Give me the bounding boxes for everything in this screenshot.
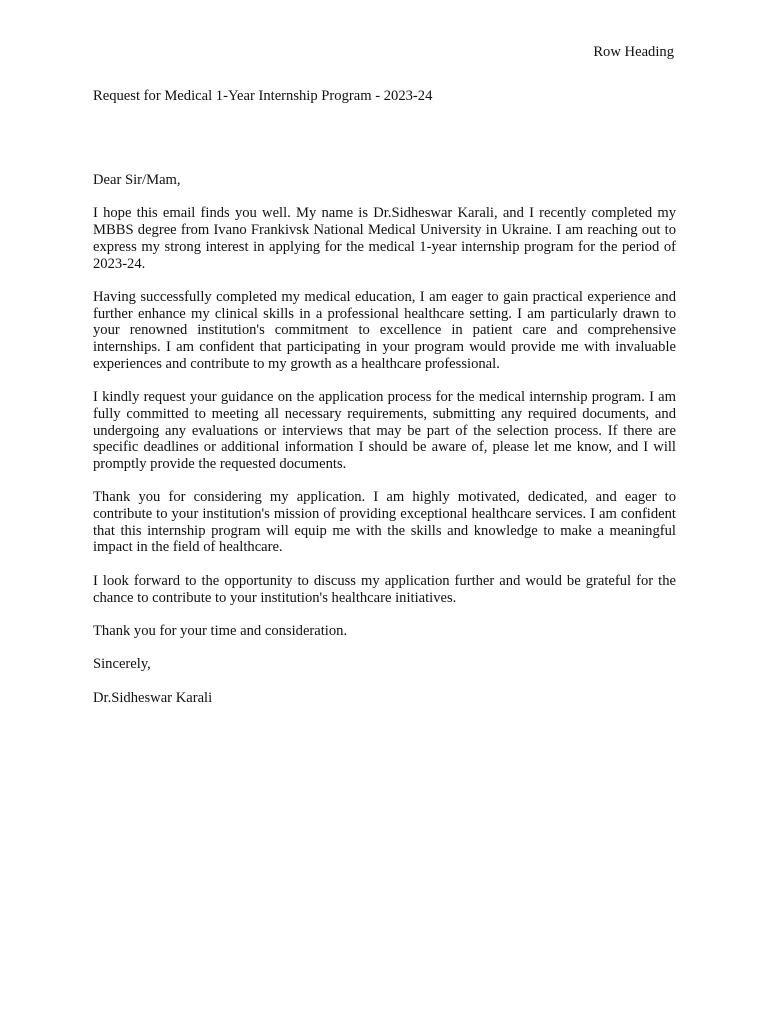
body-paragraph-intro: I hope this email finds you well. My name is Dr.Sidheswar Karali, and I recently completed my MBBS degree from Ivano Frankivsk National Medical University in Ukraine. I am reaching out to express my strong interest in applying for the medical 1-year internship program for the period of 2023-24. bbox=[93, 205, 676, 272]
body-paragraph-thanks: Thank you for considering my application. I am highly motivated, dedicated, and eager to contribute to your institution's mission of providing exceptional healthcare services. I am confident that this internship program will equip me with the skills and knowledge to make a meaningful impact in the field of healthcare. bbox=[93, 489, 676, 556]
closing-thanks: Thank you for your time and consideration. bbox=[93, 622, 348, 639]
sign-off: Sincerely, bbox=[93, 656, 151, 673]
row-heading: Row Heading bbox=[593, 44, 674, 60]
body-paragraph-outlook: I look forward to the opportunity to discuss my application further and would be grateful for the chance to contribute to your institution's healthcare initiatives. bbox=[93, 572, 676, 606]
letter-subject: Request for Medical 1-Year Internship Program - 2023-24 bbox=[93, 88, 433, 104]
salutation: Dear Sir/Mam, bbox=[93, 172, 181, 188]
signature-name: Dr.Sidheswar Karali bbox=[93, 689, 213, 706]
letter-body bbox=[93, 172, 676, 723]
body-paragraph-motivation: Having successfully completed my medical education, I am eager to gain practical experience and further enhance my clinical skills in a professional healthcare setting. I am particularly drawn to your renowned institution's commitment to excellence in patient care and comprehensive internships. I am confident that participating in your program would provide me with invaluable experiences and contribute to my growth as a healthcare professional. bbox=[93, 288, 676, 372]
body-paragraph-request: I kindly request your guidance on the application process for the medical internship program. I am fully committed to meeting all necessary requirements, submitting any required documents, and undergoing any evaluations or interviews that may be part of the selection process. If there are specific deadlines or additional information I should be aware of, please let me know, and I will promptly provide the requested documents. bbox=[93, 389, 676, 472]
